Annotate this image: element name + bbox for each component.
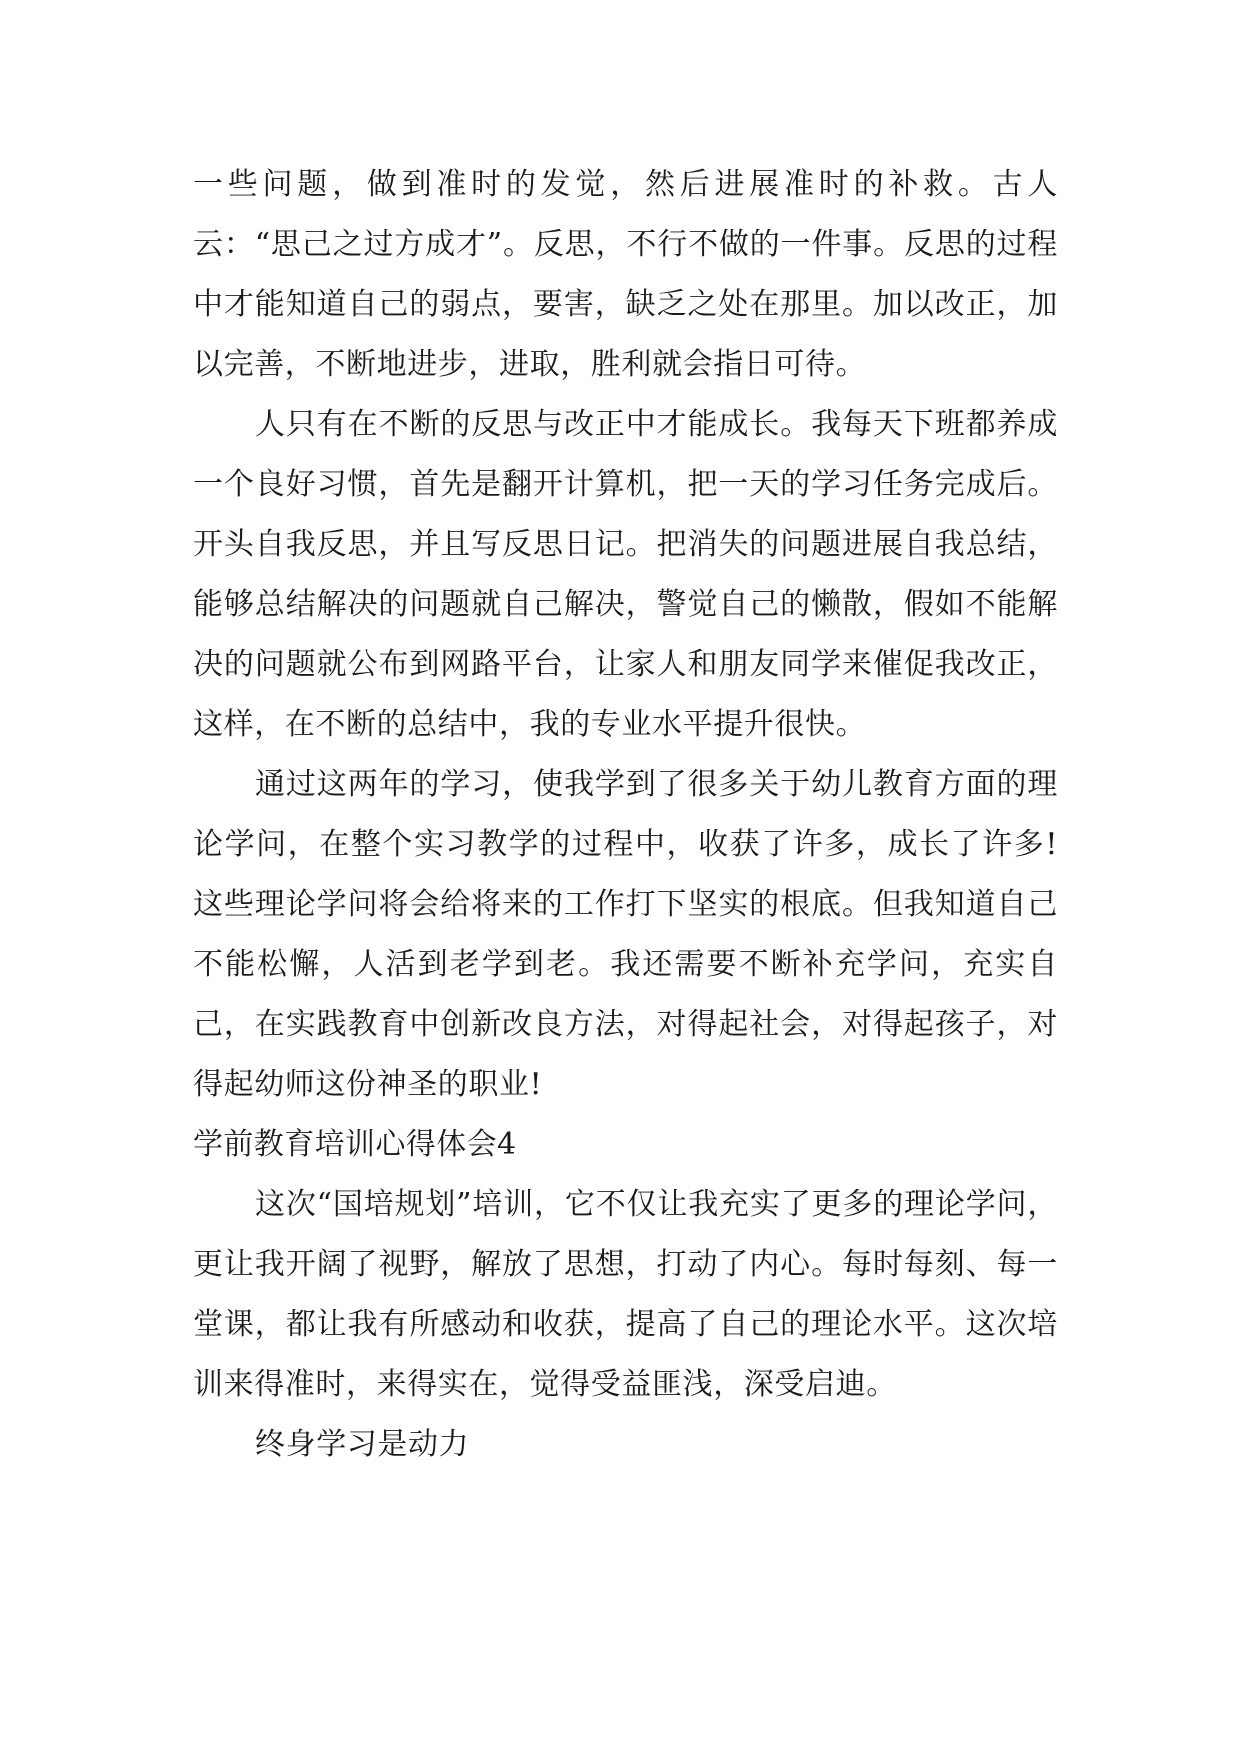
paragraph-subheading: 终身学习是动力: [255, 1427, 470, 1462]
paragraph-study-summary: 通过这两年的学习，使我学到了很多关于幼儿教育方面的理论学问，在整个实习教学的过程中，收获了许多，成长了许多!这些理论学问将会给将来的工作打下坚实的根底。但我知道自己不能松懈，人活到老学到老。我还需要不断补充学问，充实自己，在实践教育中创新改良方法，对得起社会，对得起孩子，对得起幼师这份神圣的职业!: [193, 767, 1058, 1102]
section-heading: 学前教育培训心得体会4: [193, 1127, 517, 1162]
paragraph-training: 这次“国培规划”培训，它不仅让我充实了更多的理论学问，更让我开阔了视野，解放了思想，打动了内心。每时每刻、每一堂课，都让我有所感动和收获，提高了自己的理论水平。这次培训来得准时，来得实在，觉得受益匪浅，深受启迪。: [193, 1187, 1058, 1402]
document-body: [193, 155, 1058, 1475]
paragraph-continued: 一些问题，做到准时的发觉，然后进展准时的补救。古人云：“思己之过方成才”。反思，不行不做的一件事。反思的过程中才能知道自己的弱点，要害，缺乏之处在那里。加以改正，加以完善，不断地进步，进取，胜利就会指日可待。: [193, 167, 1058, 382]
paragraph-reflection: 人只有在不断的反思与改正中才能成长。我每天下班都养成一个良好习惯，首先是翻开计算机，把一天的学习任务完成后。开头自我反思，并且写反思日记。把消失的问题进展自我总结，能够总结解决的问题就自己解决，警觉自己的懒散，假如不能解决的问题就公布到网路平台，让家人和朋友同学来催促我改正，这样，在不断的总结中，我的专业水平提升很快。: [193, 407, 1058, 742]
